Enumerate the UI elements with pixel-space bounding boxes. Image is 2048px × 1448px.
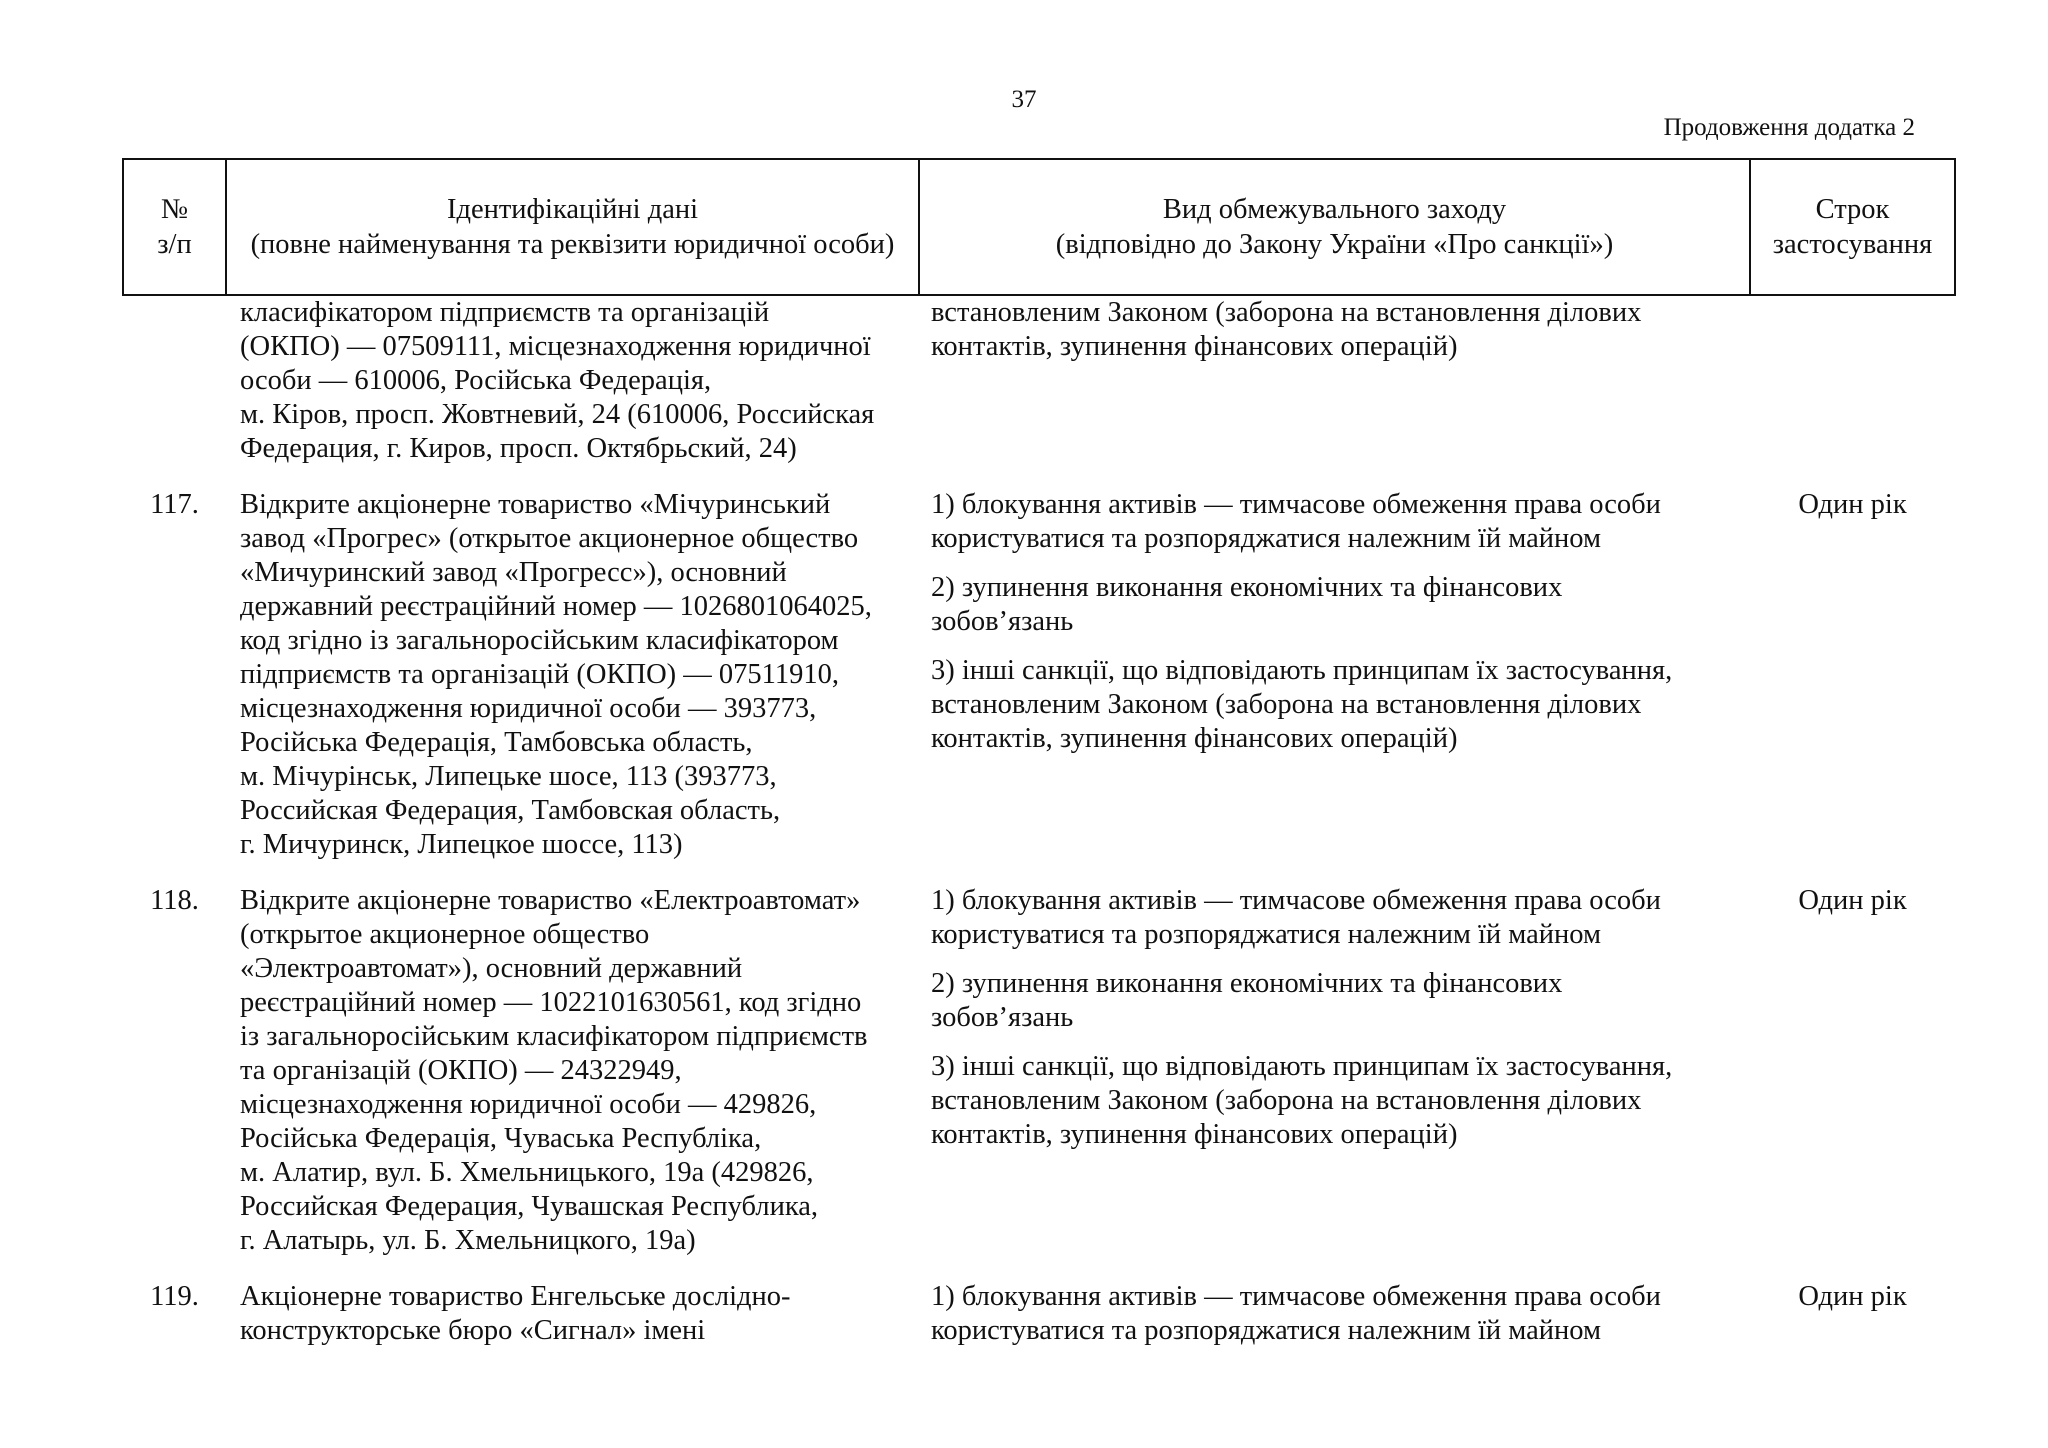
id-line: Федерация, г. Киров, просп. Октябрьский, 24) (240, 433, 797, 464)
measure-item (931, 1280, 1744, 1348)
id-line: (ОКПО) — 07509111, місцезнаходження юридичної (240, 331, 871, 362)
id-line: «Электроавтомат»), основний державний (240, 953, 743, 984)
measure-line: зобов’язань (931, 1002, 1074, 1033)
measure-line: встановленим Законом (заборона на встановлення ділових (931, 1085, 1642, 1116)
id-line: особи — 610006, Російська Федерація, (240, 365, 712, 396)
measure-item (931, 488, 1744, 556)
cell-term (1750, 295, 1955, 480)
cell-id (226, 295, 919, 480)
header-measure-line: Вид обмежувального заходу (1162, 194, 1507, 225)
id-line: Відкрите акціонерне товариство «Мічуринський (240, 489, 831, 520)
header-id-line: (повне найменування та реквізити юридичної особи) (250, 229, 895, 260)
id-line: м. Мічурінськ, Липецьке шосе, 113 (393773, (240, 761, 777, 792)
measure-line: 3) інші санкції, що відповідають принципам їх застосування, (931, 1051, 1673, 1082)
measure-line: 2) зупинення виконання економічних та фінансових (931, 572, 1563, 603)
id-line: м. Алатир, вул. Б. Хмельницького, 19а (429826, (240, 1157, 814, 1188)
id-line: Російська Федерація, Тамбовська область, (240, 727, 753, 758)
measure-item (931, 1050, 1744, 1152)
cell-num: 118. (150, 885, 199, 916)
header-num-line: № (160, 194, 189, 225)
id-line: реєстраційний номер — 1022101630561, код згідно (240, 987, 862, 1018)
id-line: конструкторське бюро «Сигнал» імені (240, 1315, 706, 1346)
header-term (1750, 159, 1955, 295)
measure-line: користуватися та розпоряджатися належним їй майном (931, 919, 1602, 950)
header-measure (919, 159, 1750, 295)
header-num-line: з/п (157, 229, 192, 260)
appendix-note: Продовження додатка 2 (1663, 114, 1915, 141)
id-line: із загальноросійським класифікатором підприємств (240, 1021, 868, 1052)
measure-item (931, 296, 1744, 364)
measure-line: 1) блокування активів — тимчасове обмеження права особи (931, 489, 1661, 520)
cell-measure (919, 295, 1750, 480)
cell-num (123, 295, 226, 480)
measure-line: користуватися та розпоряджатися належним їй майном (931, 1315, 1602, 1346)
measure-line: контактів, зупинення фінансових операцій) (931, 331, 1458, 362)
cell-term: Один рік (1798, 885, 1907, 916)
cell-term: Один рік (1798, 1281, 1907, 1312)
id-line: завод «Прогрес» (открытое акционерное общество (240, 523, 859, 554)
cell-id (226, 480, 919, 876)
table-body (123, 295, 1955, 1362)
cell-id (226, 1272, 919, 1362)
cell-measure (919, 480, 1750, 876)
id-line: Акціонерне товариство Енгельське дослідно- (240, 1281, 791, 1312)
measure-item (931, 967, 1744, 1035)
cell-term: Один рік (1798, 489, 1907, 520)
cell-num: 117. (150, 489, 199, 520)
id-line: Российская Федерация, Чувашская Республика, (240, 1191, 819, 1222)
header-term-line: Строк (1815, 194, 1890, 225)
table-header (123, 159, 1955, 295)
id-line: класифікатором підприємств та організацій (240, 297, 770, 328)
header-num (123, 159, 226, 295)
page-number: 37 (1011, 86, 1037, 113)
id-line: місцезнаходження юридичної особи — 393773, (240, 693, 817, 724)
measure-line: встановленим Законом (заборона на встановлення ділових (931, 689, 1642, 720)
cell-measure (919, 1272, 1750, 1362)
measure-line: встановленим Законом (заборона на встановлення ділових (931, 297, 1642, 328)
id-line: та організацій (ОКПО) — 24322949, (240, 1055, 682, 1086)
measure-line: 2) зупинення виконання економічних та фінансових (931, 968, 1563, 999)
table-row-continuation (123, 295, 1955, 480)
measure-item (931, 571, 1744, 639)
header-id (226, 159, 919, 295)
measure-line: зобов’язань (931, 606, 1074, 637)
measure-item (931, 654, 1744, 756)
id-line: державний реєстраційний номер — 1026801064025, (240, 591, 872, 622)
header-measure-line: (відповідно до Закону України «Про санкції») (1055, 229, 1614, 260)
sanctions-table (122, 158, 1956, 1362)
measure-line: користуватися та розпоряджатися належним їй майном (931, 523, 1602, 554)
id-line: підприємств та організацій (ОКПО) — 07511910, (240, 659, 839, 690)
id-line: м. Кіров, просп. Жовтневий, 24 (610006, Российская (240, 399, 875, 430)
cell-id (226, 876, 919, 1272)
id-line: місцезнаходження юридичної особи — 429826, (240, 1089, 817, 1120)
id-line: Російська Федерація, Чуваська Республіка, (240, 1123, 762, 1154)
measure-line: 1) блокування активів — тимчасове обмеження права особи (931, 885, 1661, 916)
id-line: Российская Федерация, Тамбовская область, (240, 795, 781, 826)
measure-line: 1) блокування активів — тимчасове обмеження права особи (931, 1281, 1661, 1312)
id-line: Відкрите акціонерне товариство «Електроавтомат» (240, 885, 861, 916)
id-line: «Мичуринский завод «Прогресс»), основний (240, 557, 787, 588)
measure-line: 3) інші санкції, що відповідають принципам їх застосування, (931, 655, 1673, 686)
header-id-line: Ідентифікаційні дані (446, 194, 699, 225)
measure-line: контактів, зупинення фінансових операцій) (931, 723, 1458, 754)
table-row (123, 480, 1955, 876)
id-line: г. Мичуринск, Липецкое шоссе, 113) (240, 829, 683, 860)
cell-num: 119. (150, 1281, 199, 1312)
id-line: г. Алатырь, ул. Б. Хмельницкого, 19а) (240, 1225, 696, 1256)
table-row (123, 876, 1955, 1272)
measure-line: контактів, зупинення фінансових операцій) (931, 1119, 1458, 1150)
cell-measure (919, 876, 1750, 1272)
table-row (123, 1272, 1955, 1362)
id-line: (открытое акционерное общество (240, 919, 650, 950)
measure-item (931, 884, 1744, 952)
id-line: код згідно із загальноросійським класифікатором (240, 625, 839, 656)
header-term-line: застосування (1772, 229, 1933, 260)
